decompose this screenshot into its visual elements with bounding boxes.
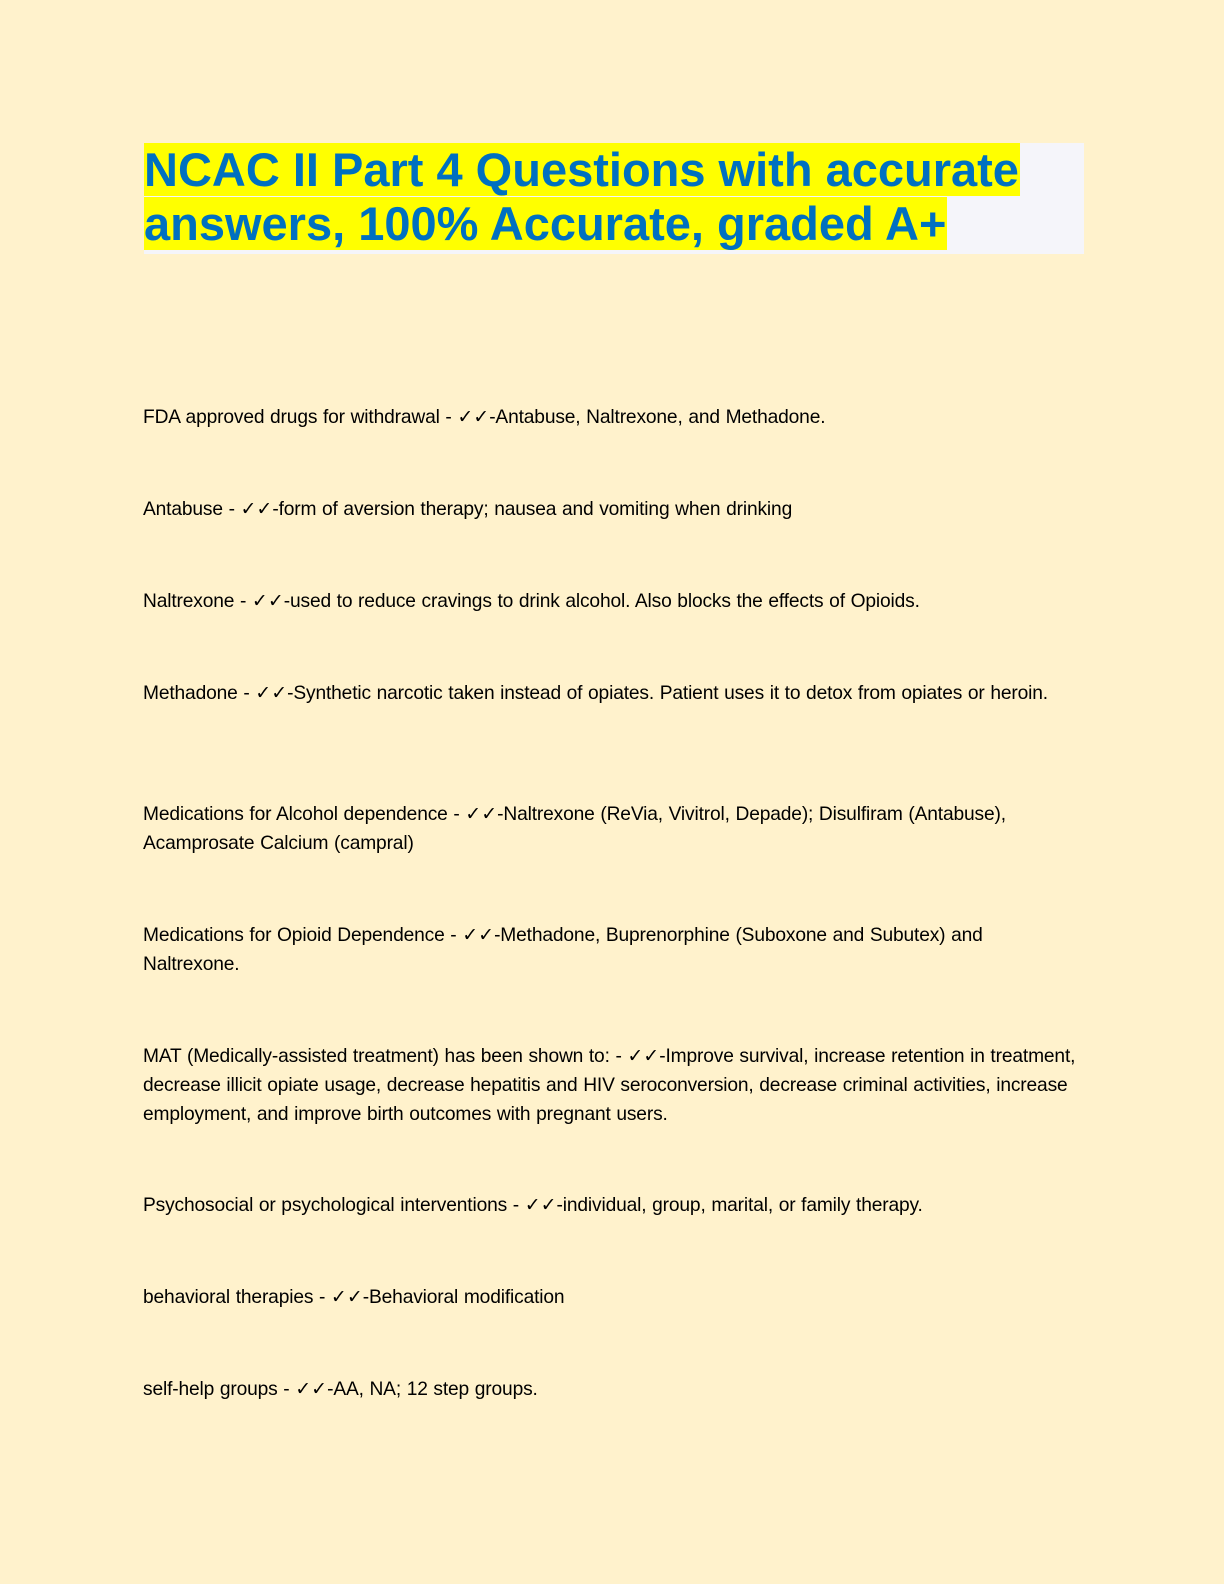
- qa-separator: -: [507, 1195, 525, 1216]
- double-check-icon: ✓✓: [255, 682, 288, 704]
- qa-answer: -individual, group, marital, or family therapy.: [556, 1195, 923, 1216]
- qa-answer: -Naltrexone (ReVia, Vivitrol, Depade); Disulfiram (Antabuse), Acamprosate Calcium (campral): [143, 804, 1006, 854]
- qa-item: [143, 495, 1078, 524]
- double-check-icon: ✓✓: [462, 924, 495, 946]
- qa-term: Antabuse: [143, 499, 223, 520]
- double-check-icon: ✓✓: [295, 1378, 328, 1400]
- double-check-icon: ✓✓: [465, 803, 498, 825]
- qa-answer: -Methadone, Buprenorphine (Suboxone and Subutex) and Naltrexone.: [143, 925, 983, 975]
- page-title: [144, 143, 1084, 251]
- qa-separator: -: [222, 499, 241, 520]
- qa-answer: -AA, NA; 12 step groups.: [327, 1379, 538, 1400]
- qa-term: Methadone: [143, 683, 238, 704]
- qa-separator: -: [439, 407, 458, 428]
- qa-answer: -used to reduce cravings to drink alcohol. Also blocks the effects of Opioids.: [283, 591, 920, 612]
- double-check-icon: ✓✓: [627, 1045, 660, 1067]
- qa-separator: -: [237, 683, 256, 704]
- qa-answer: -Antabuse, Naltrexone, and Methadone.: [489, 407, 826, 428]
- title-line-1: NCAC II Part 4 Questions with accurate: [144, 143, 1019, 196]
- qa-item: [143, 1283, 1078, 1312]
- qa-answer: -Behavioral modification: [362, 1287, 565, 1308]
- qa-answer: -form of aversion therapy; nausea and vomiting when drinking: [272, 499, 793, 520]
- qa-term: Naltrexone: [143, 591, 235, 612]
- qa-item: [143, 1375, 1078, 1404]
- qa-answer: -Synthetic narcotic taken instead of opiates. Patient uses it to detox from opiates or heroin.: [287, 683, 1048, 704]
- qa-term: self-help groups: [143, 1379, 278, 1400]
- qa-term: MAT (Medically-assisted treatment) has been shown to:: [143, 1046, 610, 1067]
- double-check-icon: ✓✓: [457, 406, 490, 428]
- qa-term: FDA approved drugs for withdrawal: [143, 407, 440, 428]
- qa-item: [143, 921, 1078, 979]
- qa-separator: -: [609, 1046, 628, 1067]
- qa-item: [143, 403, 1078, 432]
- qa-term: Medications for Alcohol dependence: [143, 804, 448, 825]
- qa-term: behavioral therapies: [143, 1287, 314, 1308]
- qa-separator: -: [447, 804, 466, 825]
- double-check-icon: ✓✓: [330, 1286, 363, 1308]
- qa-item: [143, 1042, 1078, 1129]
- qa-item: [143, 800, 1078, 858]
- qa-separator: -: [234, 591, 252, 612]
- qa-item: [143, 679, 1078, 708]
- qa-term: Medications for Opioid Dependence: [143, 925, 445, 946]
- double-check-icon: ✓✓: [251, 590, 284, 612]
- title-line-2: answers, 100% Accurate, graded A+: [144, 197, 947, 250]
- qa-item: [143, 587, 1078, 616]
- qa-term: Psychosocial or psychological interventions: [143, 1195, 508, 1216]
- qa-separator: -: [313, 1287, 331, 1308]
- qa-separator: -: [444, 925, 463, 946]
- qa-answer: -Improve survival, increase retention in treatment, decrease illicit opiate usage, decrease hepatitis and HIV seroconversion, decrease criminal activities, increase employment, and improve birth outcomes with pregnant users.: [143, 1046, 1076, 1125]
- qa-item: [143, 1191, 1078, 1220]
- double-check-icon: ✓✓: [240, 498, 273, 520]
- qa-separator: -: [277, 1379, 296, 1400]
- title-block: [144, 143, 1084, 254]
- double-check-icon: ✓✓: [524, 1194, 557, 1216]
